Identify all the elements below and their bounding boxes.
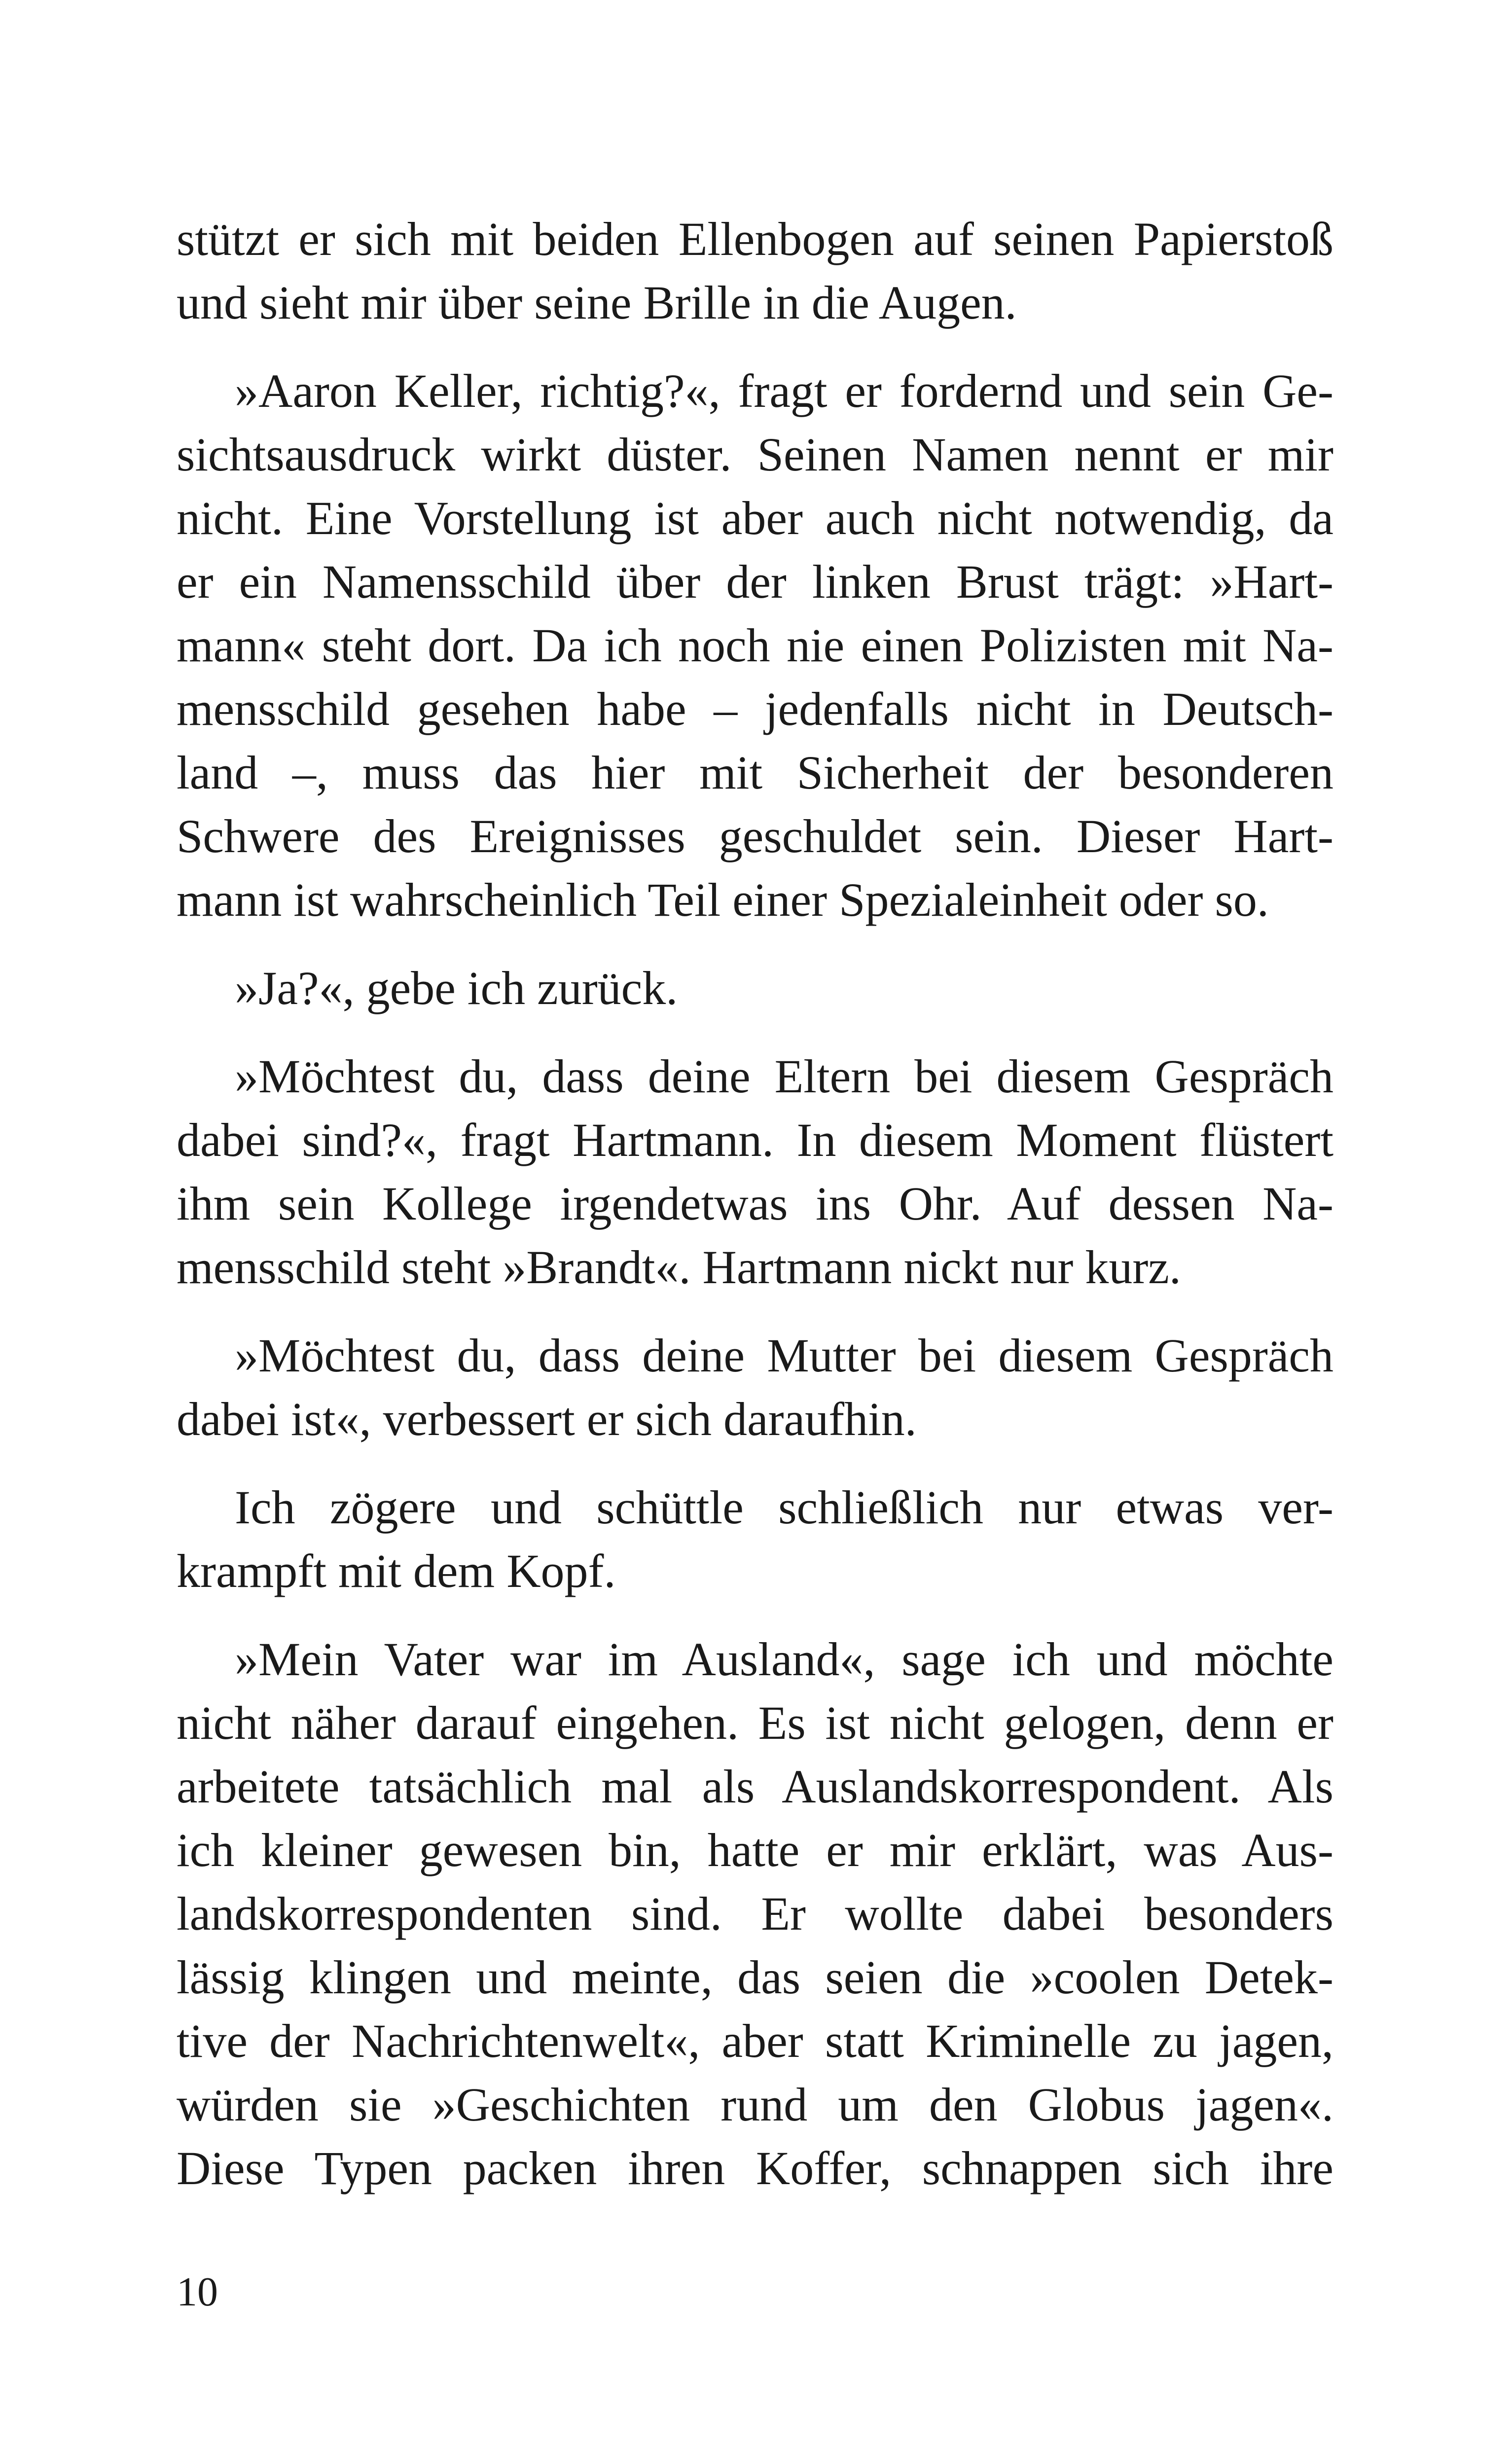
text-line: Schwere des Ereignisses geschuldet sein. Dieser Hart- <box>177 810 1333 863</box>
text-line: ihm sein Kollege irgendetwas ins Ohr. Auf dessen Na- <box>177 1177 1333 1230</box>
text-line: ich kleiner gewesen bin, hatte er mir erklärt, was Aus- <box>177 1824 1333 1876</box>
text-line: »Möchtest du, dass deine Mutter bei diesem Gespräch <box>235 1329 1333 1382</box>
body-text <box>177 207 1333 2225</box>
page-number: 10 <box>177 2269 218 2315</box>
text-line: land –, muss das hier mit Sicherheit der besonderen <box>177 746 1333 799</box>
text-line: »Ja?«, gebe ich zurück. <box>235 962 678 1014</box>
text-line: arbeitete tatsächlich mal als Auslandskorrespondent. Als <box>177 1760 1333 1813</box>
text-line: er ein Namensschild über der linken Brust trägt: »Hart- <box>177 555 1333 608</box>
text-line: nicht. Eine Vorstellung ist aber auch nicht notwendig, da <box>177 492 1333 544</box>
text-line: nicht näher darauf eingehen. Es ist nicht gelogen, denn er <box>177 1696 1333 1749</box>
text-line: dabei ist«, verbessert er sich daraufhin. <box>177 1393 917 1445</box>
text-line: und sieht mir über seine Brille in die Augen. <box>177 276 1017 329</box>
paragraph <box>177 359 1333 932</box>
paragraph <box>177 1324 1333 1451</box>
paragraph <box>177 956 1333 1020</box>
text-line: sichtsausdruck wirkt düster. Seinen Namen nennt er mir <box>177 428 1333 481</box>
paragraph <box>177 1044 1333 1299</box>
paragraph <box>177 1627 1333 2200</box>
text-line: mensschild steht »Brandt«. Hartmann nickt nur kurz. <box>177 1241 1181 1294</box>
paragraph <box>177 207 1333 334</box>
text-line: würden sie »Geschichten rund um den Globus jagen«. <box>177 2078 1333 2131</box>
text-line: »Mein Vater war im Ausland«, sage ich und möchte <box>235 1633 1333 1686</box>
paragraph <box>177 1475 1333 1603</box>
text-line: krampft mit dem Kopf. <box>177 1545 616 1597</box>
text-line: lässig klingen und meinte, das seien die »coolen Detek- <box>177 1951 1333 2004</box>
text-line: »Aaron Keller, richtig?«, fragt er fordernd und sein Ge- <box>235 364 1333 417</box>
text-line: mann« steht dort. Da ich noch nie einen Polizisten mit Na- <box>177 619 1333 672</box>
text-line: »Möchtest du, dass deine Eltern bei diesem Gespräch <box>235 1050 1333 1103</box>
text-line: landskorrespondenten sind. Er wollte dabei besonders <box>177 1887 1333 1940</box>
text-line: stützt er sich mit beiden Ellenbogen auf seinen Papierstoß <box>177 213 1333 265</box>
text-line: mensschild gesehen habe – jedenfalls nicht in Deutsch- <box>177 683 1333 735</box>
text-line: Ich zögere und schüttle schließlich nur etwas ver- <box>235 1481 1333 1534</box>
text-line: dabei sind?«, fragt Hartmann. In diesem Moment flüstert <box>177 1114 1333 1166</box>
text-line: tive der Nachrichtenwelt«, aber statt Kriminelle zu jagen, <box>177 2014 1333 2067</box>
text-line: mann ist wahrscheinlich Teil einer Spezialeinheit oder so. <box>177 873 1269 926</box>
text-line: Diese Typen packen ihren Koffer, schnappen sich ihre <box>177 2142 1333 2194</box>
